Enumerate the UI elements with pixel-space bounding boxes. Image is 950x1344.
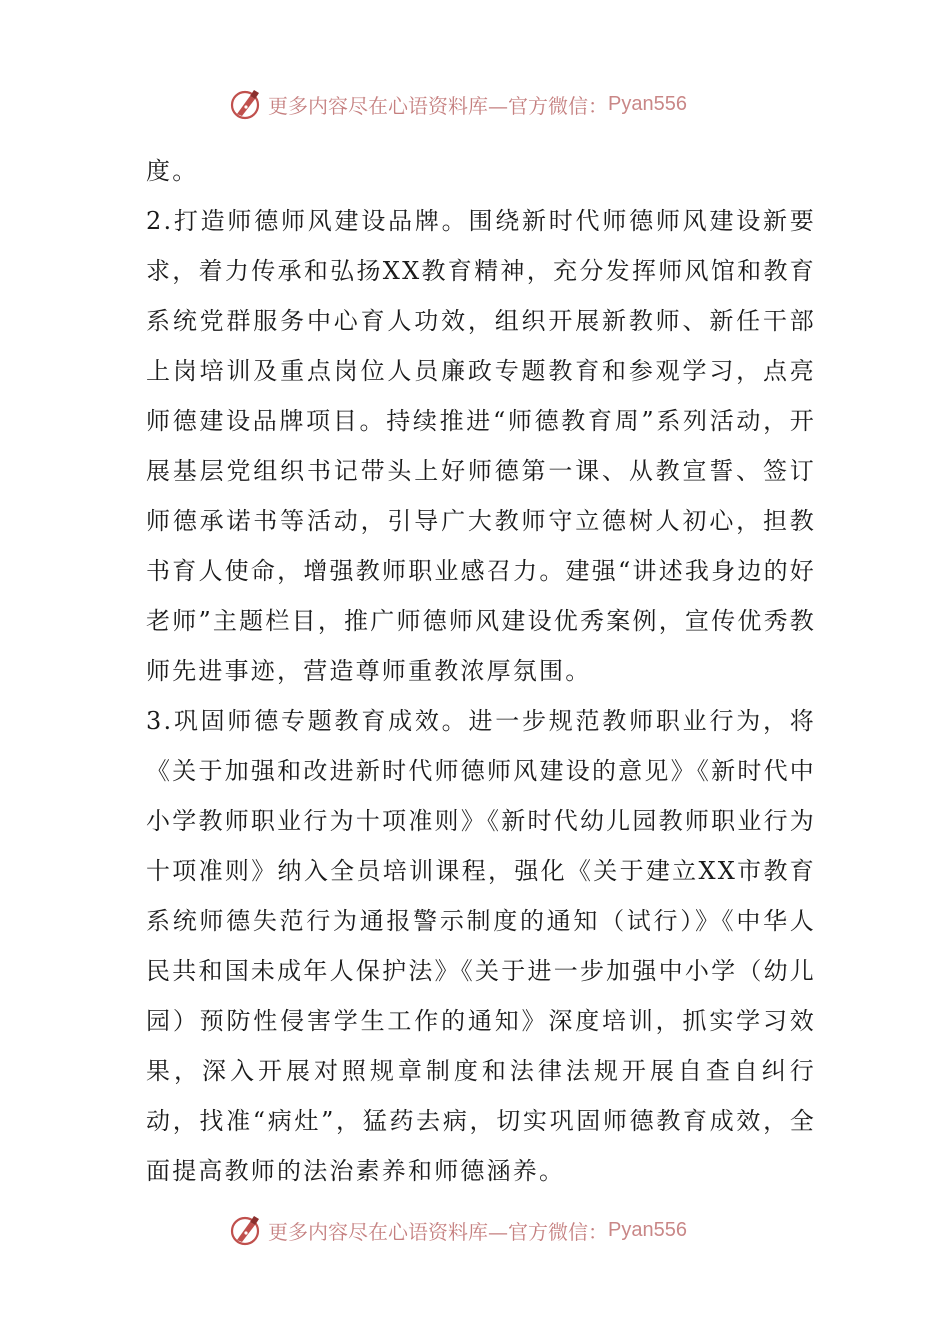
watermark-wechat-id: Pyan556 (608, 1218, 687, 1241)
pen-nib-logo-icon (228, 86, 264, 122)
header-watermark (228, 86, 687, 122)
watermark-text: 更多内容尽在心语资料库—官方微信： (268, 1219, 608, 1244)
watermark-text: 更多内容尽在心语资料库—官方微信： (268, 93, 608, 118)
paragraph-continuation: 度。 (146, 157, 199, 185)
paragraph-item-3: 3.巩固师德专题教育成效。进一步规范教师职业行为，将《关于加强和改进新时代师德师风建设的意见》《新时代中小学教师职业行为十项准则》《新时代幼儿园教师职业行为十项准则》纳入全员培训课程，强化《关于建立XX市教育系统师德失范行为通报警示制度的通知（试行）》《中华人民共和国未成年人保护法》《关于进一步加强中小学（幼儿园）预防性侵害学生工作的通知》深度培训，抓实学习效果，深入开展对照规章制度和法律法规开展自查自纠行动，找准“病灶”，猛药去病，切实巩固师德教育成效，全面提高教师的法治素养和师德涵养。 (146, 707, 816, 1185)
watermark-wechat-id: Pyan556 (608, 92, 687, 115)
pen-nib-logo-icon (228, 1212, 264, 1248)
footer-watermark (228, 1212, 687, 1248)
document-body (146, 146, 816, 1196)
paragraph-item-2: 2.打造师德师风建设品牌。围绕新时代师德师风建设新要求，着力传承和弘扬XX教育精神，充分发挥师风馆和教育系统党群服务中心育人功效，组织开展新教师、新任干部上岗培训及重点岗位人员廉政专题教育和参观学习，点亮师德建设品牌项目。持续推进“师德教育周”系列活动，开展基层党组织书记带头上好师德第一课、从教宣誓、签订师德承诺书等活动，引导广大教师守立德树人初心，担教书育人使命，增强教师职业感召力。建强“讲述我身边的好老师”主题栏目，推广师德师风建设优秀案例，宣传优秀教师先进事迹，营造尊师重教浓厚氛围。 (146, 207, 816, 685)
